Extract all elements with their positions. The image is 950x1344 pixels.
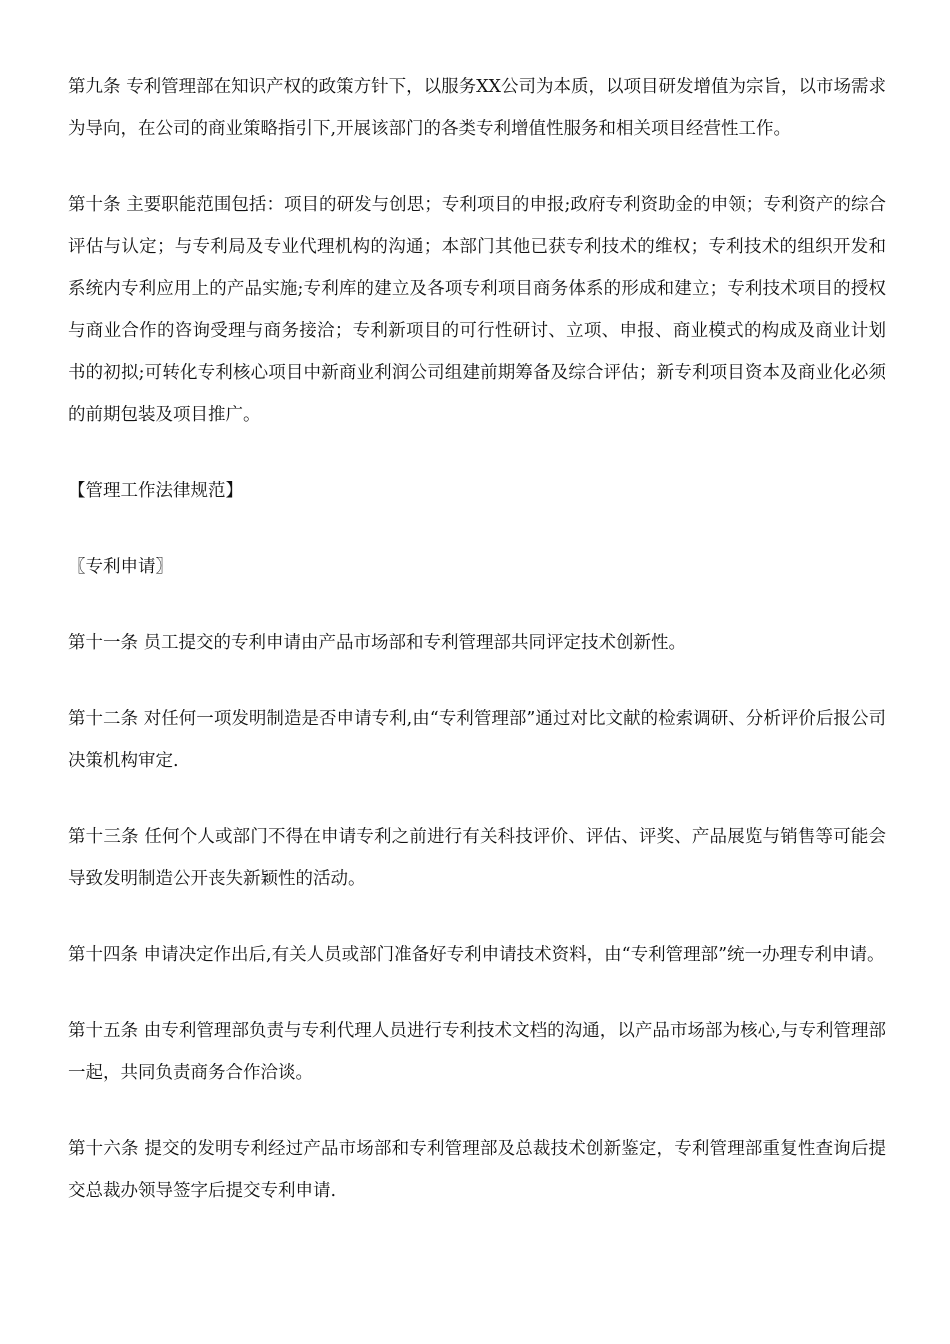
document-page bbox=[68, 66, 886, 1212]
paragraph-gap bbox=[68, 436, 886, 470]
paragraph-gap bbox=[68, 900, 886, 934]
paragraph-gap bbox=[68, 782, 886, 816]
sub-heading: 〖专利申请〗 bbox=[68, 557, 173, 577]
article-10: 第十条 主要职能范围包括：项目的研发与创思；专利项目的申报;政府专利资助金的申领；专利资产的综合评估与认定；与专利局及专业代理机构的沟通；本部门其他已获专利技术的维权；专利技术的组织开发和系统内专利应用上的产品实施;专利库的建立及各项专利项目商务体系的形成和建立；专利技术项目的授权与商业合作的咨询受理与商务接洽；专利新项目的可行性研讨、立项、申报、商业模式的构成及商业计划书的初拟;可转化专利核心项目中新商业利润公司组建前期筹备及综合评估；新专利项目资本及商业化必须的前期包装及项目推广。 bbox=[68, 195, 886, 425]
paragraph-gap bbox=[68, 150, 886, 184]
article-12: 第十二条 对任何一项发明制造是否申请专利,由“专利管理部”通过对比文献的检索调研、分析评价后报公司决策机构审定. bbox=[68, 709, 886, 771]
paragraph-gap bbox=[68, 1094, 886, 1128]
paragraph-gap bbox=[68, 512, 886, 546]
article-11: 第十一条 员工提交的专利申请由产品市场部和专利管理部共同评定技术创新性。 bbox=[68, 633, 687, 653]
article-9: 第九条 专利管理部在知识产权的政策方针下，以服务XX公司为本质，以项目研发增值为宗旨，以市场需求为导向，在公司的商业策略指引下,开展该部门的各类专利增值性服务和相关项目经营性工作。 bbox=[68, 77, 886, 139]
article-14: 第十四条 申请决定作出后,有关人员或部门准备好专利申请技术资料，由“专利管理部”统一办理专利申请。 bbox=[68, 945, 885, 965]
article-15: 第十五条 由专利管理部负责与专利代理人员进行专利技术文档的沟通，以产品市场部为核心,与专利管理部一起，共同负责商务合作洽谈。 bbox=[68, 1021, 886, 1083]
section-heading: 【管理工作法律规范】 bbox=[68, 481, 243, 501]
article-16: 第十六条 提交的发明专利经过产品市场部和专利管理部及总裁技术创新鉴定，专利管理部重复性查询后提交总裁办领导签字后提交专利申请. bbox=[68, 1139, 886, 1201]
article-13: 第十三条 任何个人或部门不得在申请专利之前进行有关科技评价、评估、评奖、产品展览与销售等可能会导致发明制造公开丧失新颖性的活动。 bbox=[68, 827, 886, 889]
paragraph-gap bbox=[68, 588, 886, 622]
paragraph-gap bbox=[68, 664, 886, 698]
paragraph-gap bbox=[68, 976, 886, 1010]
